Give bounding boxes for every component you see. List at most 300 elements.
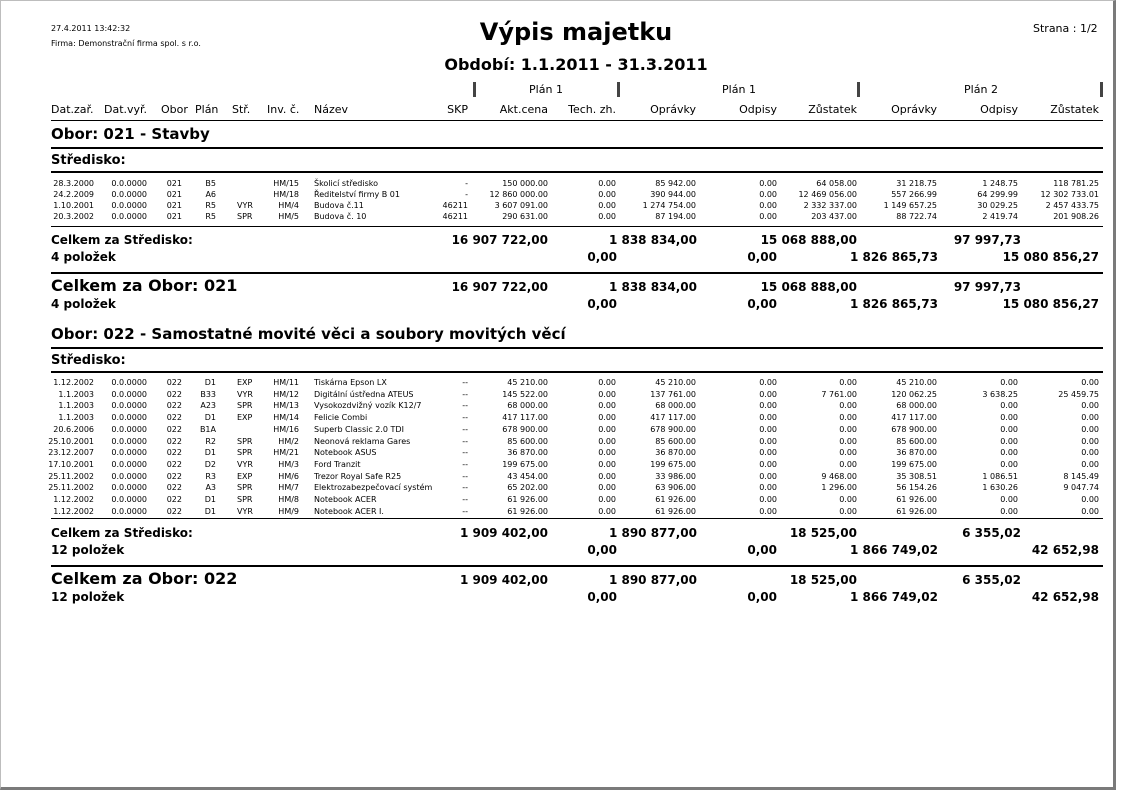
cell-depreciation-accumulated-plan2: 199 675.00 [891, 459, 937, 469]
cell-inventory-number: HM/18 [273, 190, 299, 199]
cell-tech-appreciation: 0.00 [598, 413, 616, 423]
cell-install-date: 28.3.2000 [53, 179, 94, 188]
cell-current-price: 12 860 000.00 [489, 190, 548, 199]
cell-cost-center: VYR [237, 389, 253, 399]
cell-install-date: 20.3.2002 [53, 212, 94, 221]
cell-tech-appreciation: 0.00 [598, 459, 616, 469]
cell-inventory-number: HM/3 [278, 459, 299, 469]
cell-current-price: 199 675.00 [502, 459, 548, 469]
plan-separator [1100, 82, 1103, 97]
cell-depreciation-plan2: 0.00 [1000, 495, 1018, 504]
cell-depreciation: 0.00 [759, 436, 777, 446]
cell-current-price: 65 202.00 [507, 483, 548, 493]
cost-center-divider [51, 371, 1103, 373]
total-value: 1 909 402,00 [459, 526, 548, 540]
cell-asset-name: Trezor Royal Safe R25 [314, 471, 402, 481]
cell-balance-plan2: 0.00 [1081, 413, 1099, 423]
cell-depreciation-accumulated-plan2: 1 149 657.25 [883, 201, 937, 210]
total-value: 0,00 [747, 250, 777, 264]
group-divider [51, 147, 1103, 149]
cell-inventory-number: HM/11 [273, 378, 299, 387]
cell-inventory-number: HM/21 [273, 448, 299, 458]
cell-depreciation-accumulated-plan2: 61 926.00 [896, 495, 937, 504]
cell-cost-center: VYR [237, 201, 253, 210]
cell-field: 022 [166, 424, 182, 434]
cell-balance-plan2: 0.00 [1081, 401, 1099, 411]
cell-plan: D1 [204, 413, 216, 423]
cell-current-price: 678 900.00 [502, 424, 548, 434]
cell-cost-center: EXP [237, 413, 253, 423]
cell-cost-center: EXP [237, 378, 253, 387]
cell-depreciation-plan2: 0.00 [1000, 506, 1018, 516]
cell-asset-name: Notebook ACER [314, 495, 377, 504]
cell-depreciation-accumulated: 678 900.00 [650, 424, 696, 434]
total-value: 15 068 888,00 [760, 233, 857, 247]
cell-balance: 0.00 [839, 448, 857, 458]
cell-depreciation-accumulated: 63 906.00 [655, 483, 696, 493]
cell-disposal-date: 0.0.0000 [111, 212, 147, 221]
cell-disposal-date: 0.0.0000 [111, 179, 147, 188]
plan-separator [617, 82, 620, 97]
cell-balance-plan2: 0.00 [1081, 424, 1099, 434]
cell-depreciation-accumulated: 137 761.00 [650, 389, 696, 399]
cell-inventory-number: HM/4 [278, 201, 299, 210]
column-header-inventory-number: Inv. č. [267, 103, 300, 116]
cell-cost-center: SPR [237, 436, 253, 446]
total-value: 97 997,73 [953, 280, 1021, 294]
cell-balance: 7 761.00 [821, 389, 857, 399]
cell-disposal-date: 0.0.0000 [111, 190, 147, 199]
total-value: 1 838 834,00 [608, 280, 697, 294]
cell-field: 022 [166, 378, 182, 387]
cell-balance: 0.00 [839, 424, 857, 434]
total-value: 1 866 749,02 [849, 590, 938, 604]
cell-disposal-date: 0.0.0000 [111, 436, 147, 446]
cost-center-divider [51, 171, 1103, 173]
cell-skp: -- [462, 389, 468, 399]
cell-inventory-number: HM/9 [278, 506, 299, 516]
cell-inventory-number: HM/16 [273, 424, 299, 434]
cell-disposal-date: 0.0.0000 [111, 483, 147, 493]
cell-depreciation-accumulated: 45 210.00 [655, 378, 696, 387]
cell-current-price: 3 607 091.00 [494, 201, 548, 210]
cell-depreciation-accumulated: 390 944.00 [650, 190, 696, 199]
cell-balance: 0.00 [839, 495, 857, 504]
cell-field: 022 [166, 471, 182, 481]
total-value: 6 355,02 [962, 526, 1021, 540]
total-value: 16 907 722,00 [451, 233, 548, 247]
cell-depreciation: 0.00 [759, 448, 777, 458]
cell-asset-name: Ředitelství firmy B 01 [314, 190, 400, 199]
cell-balance: 0.00 [839, 436, 857, 446]
cell-depreciation-accumulated: 199 675.00 [650, 459, 696, 469]
cell-disposal-date: 0.0.0000 [111, 495, 147, 504]
cell-depreciation: 0.00 [759, 495, 777, 504]
cell-inventory-number: HM/12 [273, 389, 299, 399]
cell-skp: 46211 [442, 201, 468, 210]
total-value: 15 068 888,00 [760, 280, 857, 294]
cell-asset-name: Elektrozabezpečovací systém [314, 483, 433, 493]
cell-depreciation-accumulated-plan2: 35 308.51 [896, 471, 937, 481]
cell-install-date: 20.6.2006 [53, 424, 94, 434]
cell-depreciation-accumulated: 87 194.00 [655, 212, 696, 221]
cell-asset-name: Ford Tranzit [314, 459, 361, 469]
cell-install-date: 1.12.2002 [53, 378, 94, 387]
item-count: 4 položek [51, 297, 116, 311]
cell-field: 021 [166, 201, 182, 210]
column-header-cost-center: Stř. [232, 103, 251, 116]
cell-depreciation-plan2: 1 086.51 [982, 471, 1018, 481]
cell-current-price: 36 870.00 [507, 448, 548, 458]
cell-tech-appreciation: 0.00 [598, 506, 616, 516]
cell-depreciation-accumulated-plan2: 85 600.00 [896, 436, 937, 446]
total-value: 0,00 [587, 543, 617, 557]
cell-skp: -- [462, 448, 468, 458]
cell-disposal-date: 0.0.0000 [111, 506, 147, 516]
cell-depreciation: 0.00 [759, 201, 777, 210]
cell-install-date: 1.1.2003 [58, 401, 94, 411]
cell-depreciation-accumulated-plan2: 120 062.25 [891, 389, 937, 399]
total-value: 1 909 402,00 [459, 573, 548, 587]
total-value: 0,00 [587, 590, 617, 604]
cell-cost-center: VYR [237, 459, 253, 469]
cell-disposal-date: 0.0.0000 [111, 401, 147, 411]
cell-tech-appreciation: 0.00 [598, 212, 616, 221]
cell-plan: R2 [205, 436, 216, 446]
total-value: 0,00 [747, 297, 777, 311]
cell-asset-name: Tiskárna Epson LX [314, 378, 387, 387]
cell-depreciation-accumulated: 85 942.00 [655, 179, 696, 188]
cell-depreciation: 0.00 [759, 389, 777, 399]
cell-current-price: 61 926.00 [507, 495, 548, 504]
total-value: 1 826 865,73 [849, 297, 938, 311]
cell-field: 022 [166, 389, 182, 399]
total-value: 42 652,98 [1031, 590, 1099, 604]
cell-depreciation-accumulated-plan2: 45 210.00 [896, 378, 937, 387]
cell-depreciation-accumulated-plan2: 68 000.00 [896, 401, 937, 411]
cell-depreciation-accumulated: 33 986.00 [655, 471, 696, 481]
cell-asset-name: Vysokozdvižný vozík K12/7 [314, 401, 422, 411]
cell-cost-center: SPR [237, 448, 253, 458]
cell-balance-plan2: 9 047.74 [1063, 483, 1099, 493]
cell-depreciation-accumulated-plan2: 557 266.99 [891, 190, 937, 199]
column-header-depreciation-accumulated-plan2: Oprávky [891, 103, 937, 116]
cell-disposal-date: 0.0.0000 [111, 448, 147, 458]
cell-asset-name: Felicie Combi [314, 413, 368, 423]
total-value: 1 890 877,00 [608, 573, 697, 587]
cell-balance: 0.00 [839, 401, 857, 411]
cell-asset-name: Budova č. 10 [314, 212, 367, 221]
cell-balance: 0.00 [839, 378, 857, 387]
cell-depreciation-accumulated: 61 926.00 [655, 506, 696, 516]
cell-field: 022 [166, 436, 182, 446]
report-period: Období: 1.1.2011 - 31.3.2011 [444, 55, 708, 74]
group-total-label: Celkem za Obor: 021 [51, 276, 238, 295]
cell-balance-plan2: 0.00 [1081, 448, 1099, 458]
cell-plan: D2 [204, 459, 216, 469]
cell-tech-appreciation: 0.00 [598, 401, 616, 411]
rows-divider [51, 518, 1103, 519]
cell-skp: - [465, 179, 468, 188]
cell-disposal-date: 0.0.0000 [111, 471, 147, 481]
column-header-balance-plan2: Zůstatek [1050, 103, 1099, 116]
cell-depreciation-accumulated-plan2: 88 722.74 [896, 212, 937, 221]
cell-tech-appreciation: 0.00 [598, 483, 616, 493]
cell-inventory-number: HM/2 [278, 436, 299, 446]
cell-current-price: 68 000.00 [507, 401, 548, 411]
cell-depreciation: 0.00 [759, 190, 777, 199]
cell-cost-center: SPR [237, 401, 253, 411]
cell-inventory-number: HM/5 [278, 212, 299, 221]
cell-disposal-date: 0.0.0000 [111, 389, 147, 399]
cell-depreciation-accumulated: 68 000.00 [655, 401, 696, 411]
column-header-depreciation: Odpisy [739, 103, 777, 116]
column-header-asset-name: Název [314, 103, 349, 116]
cost-center-label: Středisko: [51, 353, 126, 368]
total-value: 1 890 877,00 [608, 526, 697, 540]
cell-skp: -- [462, 495, 468, 504]
subtotal-label: Celkem za Středisko: [51, 233, 193, 247]
cell-install-date: 1.10.2001 [53, 201, 94, 210]
cell-tech-appreciation: 0.00 [598, 201, 616, 210]
cell-depreciation-accumulated: 61 926.00 [655, 495, 696, 504]
cell-install-date: 1.12.2002 [53, 495, 94, 504]
cell-balance-plan2: 118 781.25 [1053, 179, 1099, 188]
column-header-disposal-date: Dat.vyř. [104, 103, 148, 116]
cell-install-date: 25.10.2001 [48, 436, 94, 446]
cell-plan: R5 [205, 212, 216, 221]
column-header-depreciation-plan2: Odpisy [980, 103, 1018, 116]
cell-depreciation-plan2: 3 638.25 [982, 389, 1018, 399]
cell-skp: -- [462, 483, 468, 493]
cell-inventory-number: HM/15 [273, 179, 299, 188]
cell-plan: B5 [205, 179, 216, 188]
cell-depreciation-accumulated-plan2: 61 926.00 [896, 506, 937, 516]
cell-tech-appreciation: 0.00 [598, 448, 616, 458]
cell-tech-appreciation: 0.00 [598, 179, 616, 188]
cell-tech-appreciation: 0.00 [598, 436, 616, 446]
cell-install-date: 23.12.2007 [48, 448, 94, 458]
cell-plan: A23 [200, 401, 216, 411]
group-title: Obor: 022 - Samostatné movité věci a soubory movitých věcí [51, 325, 566, 343]
group-total-divider [51, 272, 1103, 274]
cell-depreciation-plan2: 0.00 [1000, 448, 1018, 458]
cell-depreciation-plan2: 0.00 [1000, 413, 1018, 423]
cell-current-price: 417 117.00 [502, 413, 548, 423]
cell-skp: -- [462, 436, 468, 446]
cell-asset-name: Superb Classic 2.0 TDI [314, 424, 404, 434]
plan-separator [857, 82, 860, 97]
cell-depreciation-plan2: 2 419.74 [982, 212, 1018, 221]
cell-depreciation: 0.00 [759, 506, 777, 516]
cell-disposal-date: 0.0.0000 [111, 201, 147, 210]
cell-asset-name: Digitální ústředna ATEUS [314, 389, 414, 399]
cell-skp: -- [462, 401, 468, 411]
cell-depreciation-accumulated: 1 274 754.00 [642, 201, 696, 210]
cell-tech-appreciation: 0.00 [598, 389, 616, 399]
column-header-field: Obor [161, 103, 188, 116]
cell-balance: 0.00 [839, 459, 857, 469]
cell-depreciation-accumulated: 417 117.00 [650, 413, 696, 423]
cell-current-price: 150 000.00 [502, 179, 548, 188]
cell-skp: -- [462, 471, 468, 481]
cell-skp: - [465, 190, 468, 199]
total-value: 1 866 749,02 [849, 543, 938, 557]
firm-name: Firma: Demonstrační firma spol. s r.o. [51, 39, 201, 48]
item-count: 12 položek [51, 543, 125, 557]
cell-field: 021 [166, 179, 182, 188]
cell-cost-center: SPR [237, 212, 253, 221]
subtotal-label: Celkem za Středisko: [51, 526, 193, 540]
cell-balance-plan2: 8 145.49 [1063, 471, 1099, 481]
cell-depreciation-plan2: 1 630.26 [982, 483, 1018, 493]
cell-inventory-number: HM/8 [278, 495, 299, 504]
column-header-depreciation-accumulated: Oprávky [650, 103, 696, 116]
cell-field: 022 [166, 506, 182, 516]
cell-field: 022 [166, 401, 182, 411]
cell-plan: A3 [205, 483, 216, 493]
cell-tech-appreciation: 0.00 [598, 424, 616, 434]
cell-balance-plan2: 0.00 [1081, 436, 1099, 446]
group-total-divider [51, 565, 1103, 567]
column-header-skp: SKP [447, 103, 468, 116]
group-divider [51, 347, 1103, 349]
cell-field: 022 [166, 448, 182, 458]
cell-field: 021 [166, 212, 182, 221]
cell-depreciation: 0.00 [759, 483, 777, 493]
total-value: 0,00 [587, 297, 617, 311]
cell-install-date: 25.11.2002 [48, 483, 94, 493]
total-value: 6 355,02 [962, 573, 1021, 587]
cell-asset-name: Neonová reklama Gares [314, 436, 411, 446]
cell-skp: 46211 [442, 212, 468, 221]
total-value: 42 652,98 [1031, 543, 1099, 557]
total-value: 18 525,00 [789, 526, 857, 540]
cell-depreciation: 0.00 [759, 401, 777, 411]
column-header-balance: Zůstatek [808, 103, 857, 116]
cell-depreciation: 0.00 [759, 413, 777, 423]
cell-field: 022 [166, 459, 182, 469]
cell-balance: 1 296.00 [821, 483, 857, 493]
group-total-label: Celkem za Obor: 022 [51, 569, 238, 588]
column-header-install-date: Dat.zař. [51, 103, 94, 116]
cell-depreciation-plan2: 30 029.25 [977, 201, 1018, 210]
cell-install-date: 1.1.2003 [58, 389, 94, 399]
cell-tech-appreciation: 0.00 [598, 495, 616, 504]
cell-depreciation-accumulated: 36 870.00 [655, 448, 696, 458]
cell-install-date: 1.12.2002 [53, 506, 94, 516]
cell-balance: 12 469 056.00 [798, 190, 857, 199]
cell-asset-name: Notebook ASUS [314, 448, 377, 458]
total-value: 1 826 865,73 [849, 250, 938, 264]
item-count: 12 položek [51, 590, 125, 604]
total-value: 16 907 722,00 [451, 280, 548, 294]
cell-asset-name: Notebook ACER I. [314, 506, 384, 516]
cell-install-date: 17.10.2001 [48, 459, 94, 469]
cell-disposal-date: 0.0.0000 [111, 378, 147, 387]
cell-field: 022 [166, 495, 182, 504]
total-value: 18 525,00 [789, 573, 857, 587]
cell-depreciation-accumulated-plan2: 56 154.26 [896, 483, 937, 493]
cell-tech-appreciation: 0.00 [598, 471, 616, 481]
cell-disposal-date: 0.0.0000 [111, 413, 147, 423]
cell-depreciation: 0.00 [759, 378, 777, 387]
cell-balance-plan2: 0.00 [1081, 459, 1099, 469]
header-divider [51, 120, 1103, 121]
cell-plan: A6 [205, 190, 216, 199]
cell-current-price: 290 631.00 [502, 212, 548, 221]
cell-cost-center: VYR [237, 506, 253, 516]
cell-disposal-date: 0.0.0000 [111, 459, 147, 469]
total-value: 15 080 856,27 [1002, 297, 1099, 311]
cell-depreciation: 0.00 [759, 459, 777, 469]
cell-plan: D1 [204, 448, 216, 458]
cell-depreciation-plan2: 0.00 [1000, 436, 1018, 446]
cell-balance-plan2: 0.00 [1081, 378, 1099, 387]
cell-asset-name: Školicí středisko [314, 179, 378, 188]
plan-header: Plán 1 [529, 83, 563, 96]
cell-depreciation-accumulated: 85 600.00 [655, 436, 696, 446]
column-header-current-price: Akt.cena [499, 103, 548, 116]
cell-depreciation-plan2: 64 299.99 [977, 190, 1018, 199]
cell-inventory-number: HM/14 [273, 413, 299, 423]
cell-plan: D1 [204, 506, 216, 516]
item-count: 4 položek [51, 250, 116, 264]
cell-skp: -- [462, 413, 468, 423]
plan-header: Plán 2 [964, 83, 998, 96]
cell-balance: 9 468.00 [821, 471, 857, 481]
cell-plan: B33 [200, 389, 216, 399]
cell-inventory-number: HM/13 [273, 401, 299, 411]
cell-plan: D1 [204, 378, 216, 387]
cell-depreciation-accumulated-plan2: 678 900.00 [891, 424, 937, 434]
cell-tech-appreciation: 0.00 [598, 190, 616, 199]
cell-plan: D1 [204, 495, 216, 504]
total-value: 97 997,73 [953, 233, 1021, 247]
cell-field: 022 [166, 483, 182, 493]
cell-depreciation: 0.00 [759, 424, 777, 434]
cell-skp: -- [462, 506, 468, 516]
cell-depreciation: 0.00 [759, 179, 777, 188]
print-datetime: 27.4.2011 13:42:32 [51, 24, 131, 33]
cell-balance-plan2: 12 302 733.01 [1040, 190, 1099, 199]
cell-current-price: 45 210.00 [507, 378, 548, 387]
cell-cost-center: EXP [237, 471, 253, 481]
plan-separator [473, 82, 476, 97]
cell-depreciation-plan2: 0.00 [1000, 378, 1018, 387]
cost-center-label: Středisko: [51, 153, 126, 168]
column-header-tech-appreciation: Tech. zh. [568, 103, 616, 116]
plan-header: Plán 1 [722, 83, 756, 96]
cell-field: 022 [166, 413, 182, 423]
cell-balance: 0.00 [839, 413, 857, 423]
total-value: 1 838 834,00 [608, 233, 697, 247]
group-title: Obor: 021 - Stavby [51, 125, 210, 143]
cell-inventory-number: HM/7 [278, 483, 299, 493]
cell-balance: 64 058.00 [816, 179, 857, 188]
cell-install-date: 24.2.2009 [53, 190, 94, 199]
cell-balance-plan2: 0.00 [1081, 506, 1099, 516]
cell-field: 021 [166, 190, 182, 199]
cell-balance: 0.00 [839, 506, 857, 516]
cell-current-price: 85 600.00 [507, 436, 548, 446]
cell-current-price: 43 454.00 [507, 471, 548, 481]
cell-disposal-date: 0.0.0000 [111, 424, 147, 434]
report-title: Výpis majetku [479, 18, 673, 46]
cell-depreciation: 0.00 [759, 212, 777, 221]
cell-install-date: 25.11.2002 [48, 471, 94, 481]
cell-skp: -- [462, 378, 468, 387]
